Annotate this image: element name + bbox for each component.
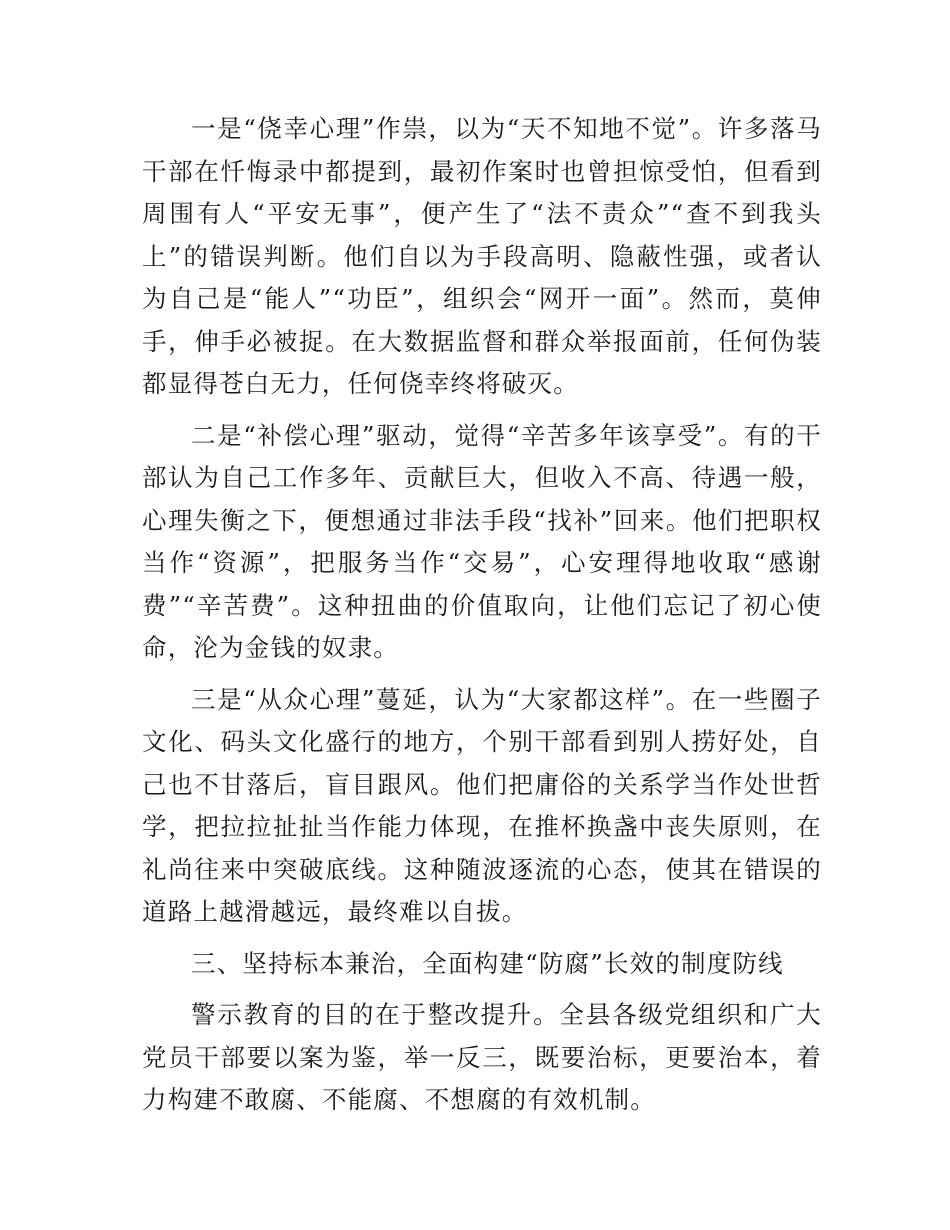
document-body: [142, 108, 822, 1131]
section-heading: 三、坚持标本兼治，全面构建“防腐”长效的制度防线: [191, 948, 784, 978]
paragraph-luck-mentality: 一是“侥幸心理”作祟，以为“天不知地不觉”。许多落马干部在忏悔录中都提到，最初作案时也曾担惊受怕，但看到周围有人“平安无事”，便产生了“法不责众”“查不到我头上”的错误判断。他们自以为手段高明、隐蔽性强，或者认为自己是“能人”“功臣”，组织会“网开一面”。然而，莫伸手，伸手必被捉。在大数据监督和群众举报面前，任何伪装都显得苍白无力，任何侥幸终将破灭。: [142, 114, 822, 398]
paragraph-conformity-mentality: 三是“从众心理”蔓延，认为“大家都这样”。在一些圈子文化、码头文化盛行的地方，个别干部看到别人捞好处，自己也不甘落后，盲目跟风。他们把庸俗的关系学当作处世哲学，把拉拉扯扯当作能力体现，在推杯换盏中丧失原则，在礼尚往来中突破底线。这种随波逐流的心态，使其在错误的道路上越滑越远，最终难以自拔。: [142, 684, 822, 926]
paragraph-compensation-mentality: 二是“补偿心理”驱动，觉得“辛苦多年该享受”。有的干部认为自己工作多年、贡献巨大，但收入不高、待遇一般，心理失衡之下，便想通过非法手段“找补”回来。他们把职权当作“资源”，把服务当作“交易”，心安理得地收取“感谢费”“辛苦费”。这种扭曲的价值取向，让他们忘记了初心使命，沦为金钱的奴隶。: [142, 420, 822, 662]
paragraph-warning-education: 警示教育的目的在于整改提升。全县各级党组织和广大党员干部要以案为鉴，举一反三，既要治标，更要治本，着力构建不敢腐、不能腐、不想腐的有效机制。: [142, 1000, 822, 1114]
